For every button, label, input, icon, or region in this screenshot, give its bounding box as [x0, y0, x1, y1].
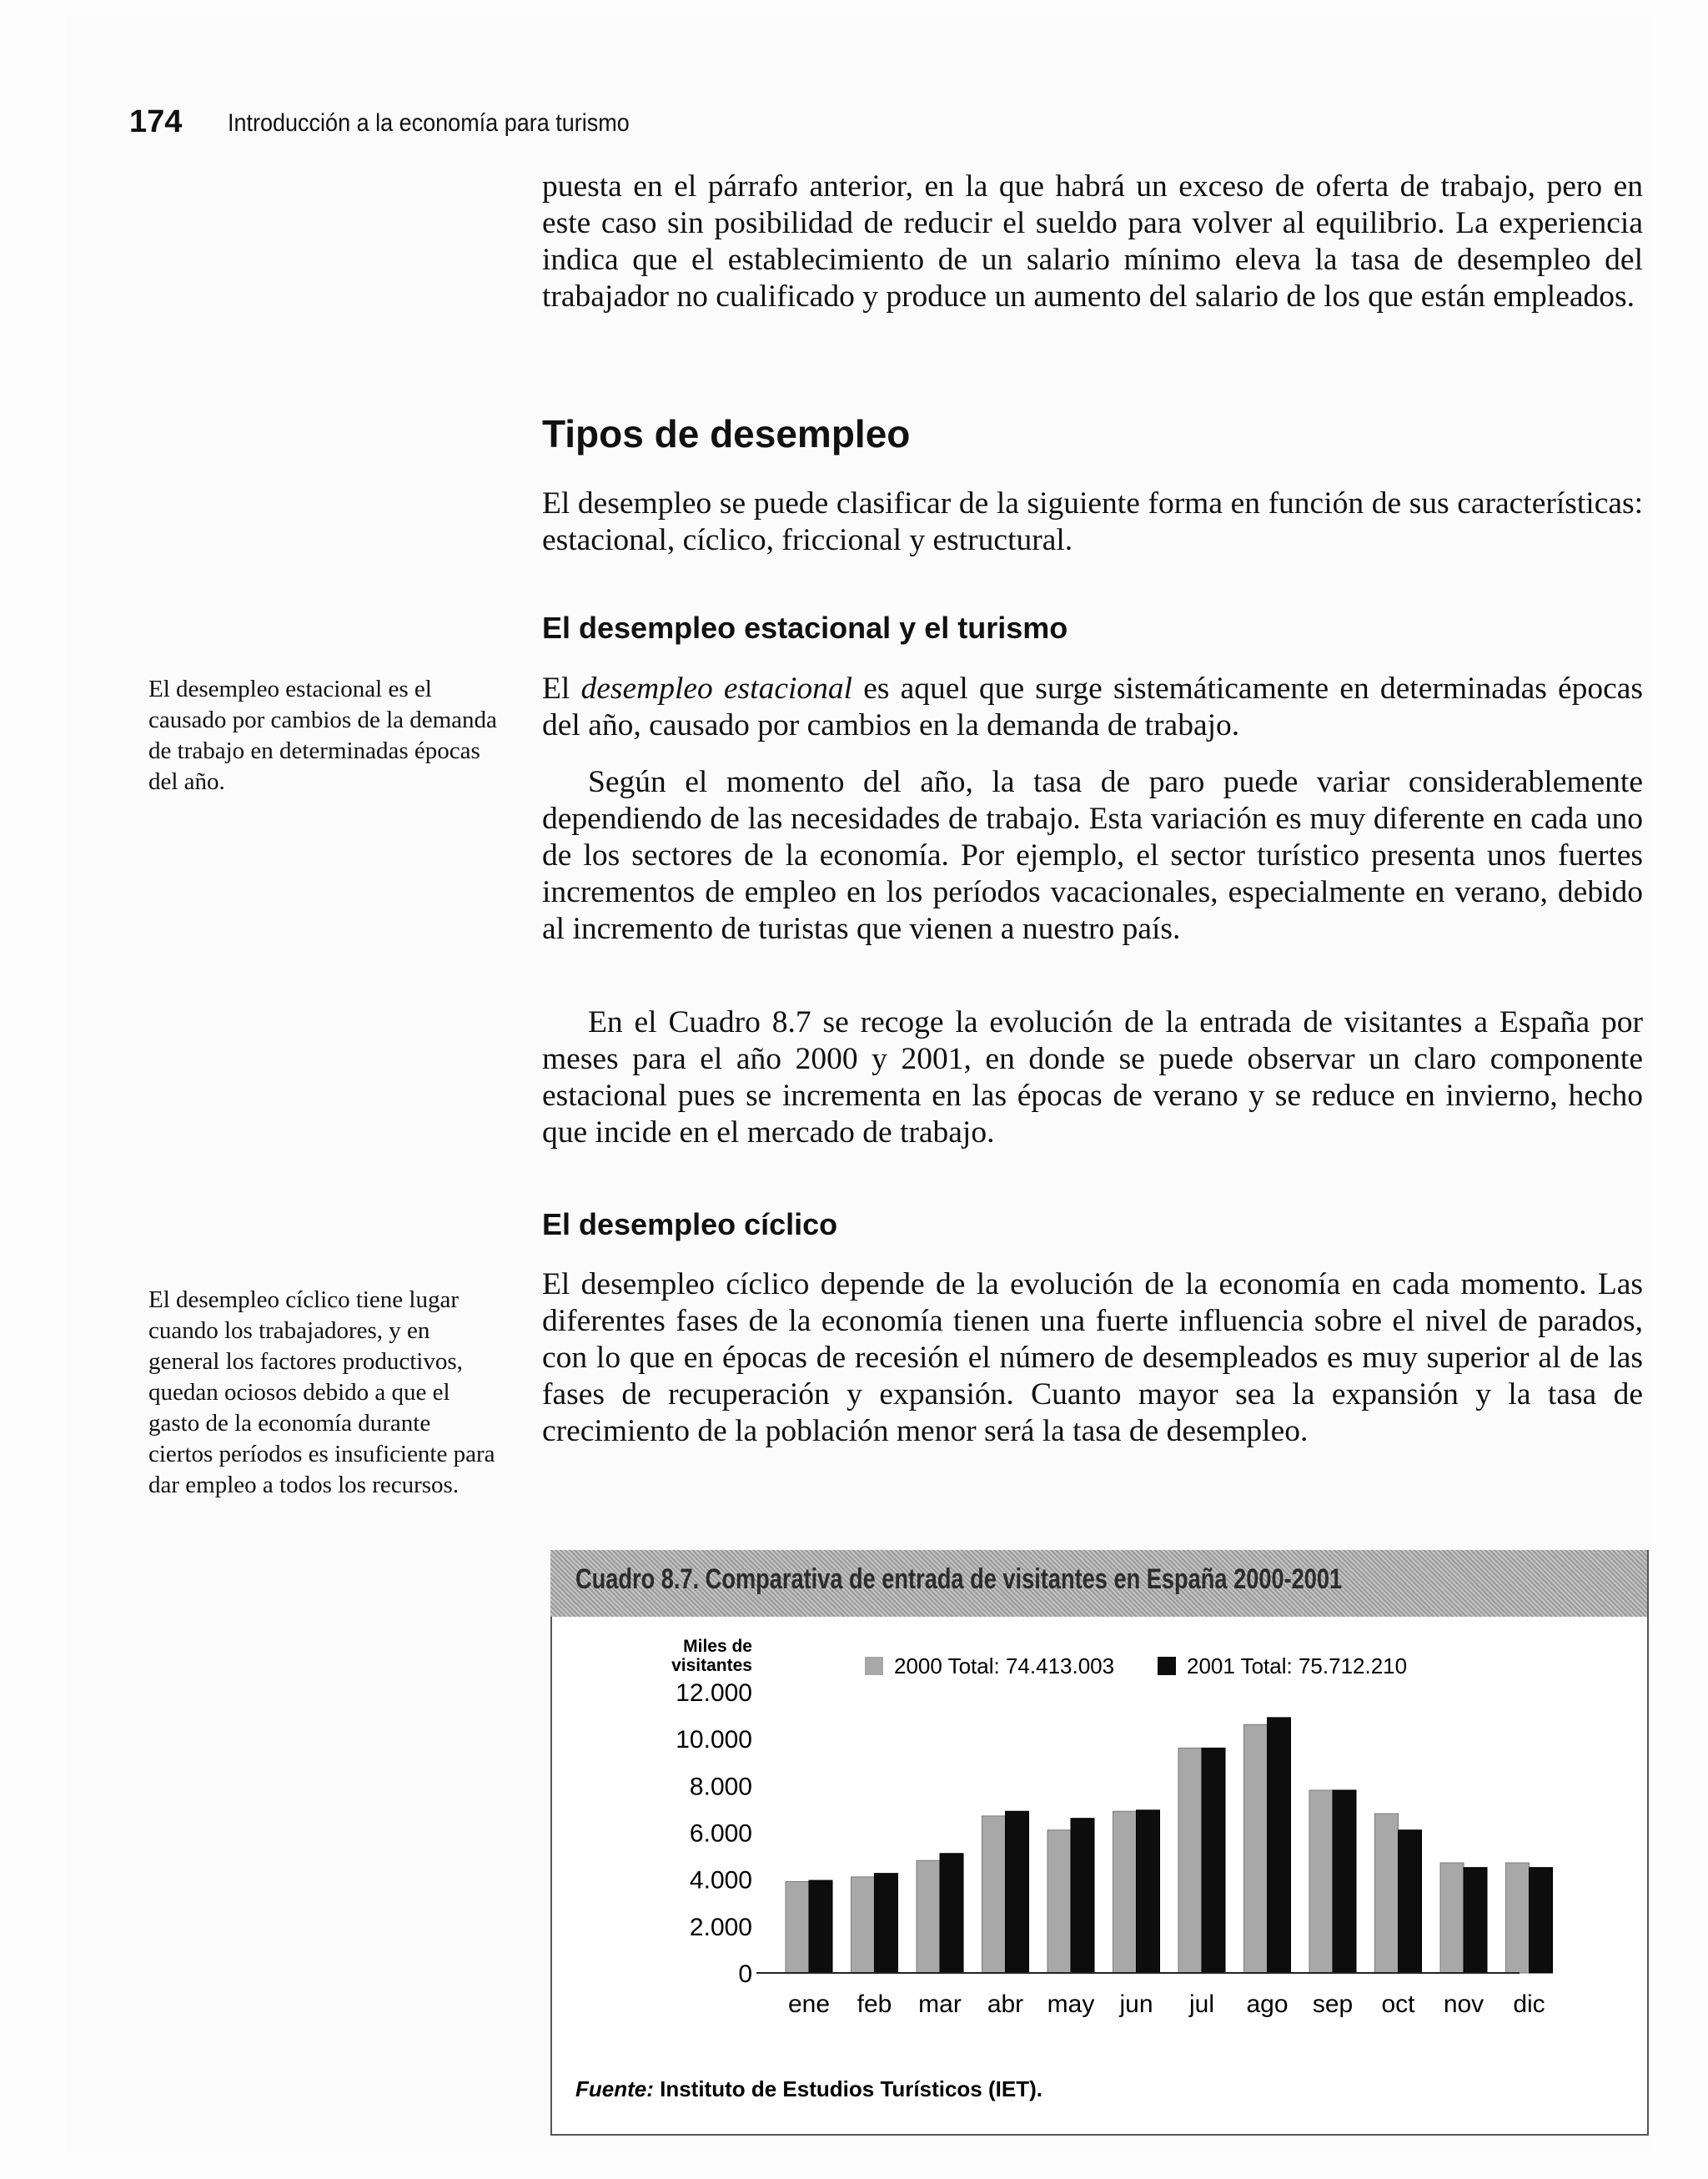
bar-2001-sep — [1333, 1790, 1356, 1973]
bar-2000-sep — [1309, 1790, 1333, 1973]
bar-2001-mar — [940, 1854, 963, 1973]
seasonal-paragraph-3: En el Cuadro 8.7 se recoge la evolución de la entrada de visitantes a España por meses para el año 2000 y 2001, en donde se puede observar un claro componente estacional pues se incrementa en las épocas de verano y se reduce en invierno, hecho que incide en el mercado de trabajo. — [542, 1005, 1643, 1150]
seasonal-paragraph-2: Según el momento del año, la tasa de paro puede variar considerablemente dependiendo de las necesidades de trabajo. Esta variación es muy diferente en cada uno de los sectores de la economía. Por ejemplo, el sector turístico presenta unos fuertes incrementos de empleo en los períodos vacacionales, especialmente en verano, debido al incremento de turistas que vienen a nuestro país. — [542, 765, 1643, 946]
x-tick-label: jul — [1188, 1990, 1215, 2018]
seasonal-p1-after: es aquel que surge sistemáticamente en determinadas épocas del año, causado por cambios en la demanda de trabajo. — [542, 672, 1643, 742]
y-tick-label: 8.000 — [689, 1773, 752, 1801]
x-tick-label: nov — [1443, 1990, 1484, 2018]
bar-2001-nov — [1464, 1868, 1487, 1973]
x-tick-label: oct — [1381, 1990, 1415, 2018]
bar-2000-jun — [1113, 1811, 1137, 1973]
bar-2000-abr — [982, 1816, 1006, 1973]
y-tick-label: 10.000 — [676, 1726, 752, 1754]
bar-2001-ago — [1268, 1718, 1291, 1973]
x-tick-label: abr — [987, 1990, 1024, 2018]
bar-2000-may — [1047, 1830, 1071, 1973]
bar-2001-oct — [1399, 1830, 1422, 1973]
bar-2001-dic — [1530, 1868, 1553, 1973]
chart-title: Cuadro 8.7. Comparativa de entrada de visitantes en España 2000-2001 — [575, 1563, 1343, 1595]
x-tick-label: feb — [857, 1990, 892, 2018]
x-tick-label: ago — [1246, 1990, 1289, 2018]
x-tick-label: ene — [787, 1990, 831, 2018]
bar-2000-ago — [1244, 1724, 1268, 1973]
bar-2000-jul — [1178, 1748, 1202, 1973]
seasonal-title: El desempleo estacional y el turismo — [542, 611, 1068, 645]
y-tick-label: 0 — [738, 1960, 752, 1988]
chart-header-band — [550, 1550, 1647, 1617]
intro-paragraph: puesta en el párrafo anterior, en la que habrá un exceso de oferta de trabajo, pero en este caso sin posibilidad de reducir el sueldo para volver al equilibrio. La experiencia indica que el establecimiento de un salario mínimo eleva la tasa de desempleo del trabajador no cualificado y produce un aumento del salario de los que están empleados. — [542, 169, 1643, 314]
chart-source-label: Fuente: — [575, 2076, 654, 2101]
bar-2001-may — [1071, 1819, 1094, 1973]
x-tick-label: may — [1047, 1990, 1095, 2018]
x-tick-label: sep — [1312, 1990, 1354, 2018]
seasonal-term: desempleo estacional — [580, 672, 853, 706]
chart-source-text: Instituto de Estudios Turísticos (IET). — [653, 2076, 1042, 2101]
bar-2000-ene — [786, 1881, 809, 1973]
y-axis-label-line2: visitantes — [671, 1656, 752, 1675]
cyclical-paragraph-1: El desempleo cíclico depende de la evolución de la economía en cada momento. Las diferentes fases de la economía tienen una fuerte influencia sobre el nivel de parados, con lo que en épocas de recesión el número de desempleados es muy superior al de las fases de recuperación y expansión. Cuanto mayor sea la expansión y la tasa de crecimiento de la población menor será la tasa de desempleo. — [542, 1267, 1643, 1448]
bar-2000-mar — [917, 1860, 940, 1973]
chart-legend — [865, 1653, 1407, 1678]
bar-2001-jun — [1137, 1810, 1160, 1973]
margin-note-cyclical: El desempleo cíclico tiene lugar cuando los trabajadores, y en general los factores productivos, quedan ociosos debido a que el gasto de la economía durante ciertos períodos es insuficiente para dar empleo a todos los recursos. — [148, 1286, 495, 1498]
bar-2000-oct — [1375, 1814, 1399, 1973]
bar-2000-nov — [1440, 1863, 1464, 1973]
margin-note-seasonal: El desempleo estacional es el causado por cambios de la demanda de trabajo en determinadas épocas del año. — [148, 676, 497, 795]
y-tick-label: 12.000 — [676, 1679, 752, 1707]
bar-2001-jul — [1202, 1748, 1225, 1973]
bar-2001-ene — [809, 1880, 832, 1973]
bar-2001-abr — [1006, 1811, 1029, 1973]
cyclical-title: El desempleo cíclico — [542, 1207, 838, 1241]
y-tick-label: 2.000 — [689, 1913, 752, 1941]
chart-frame — [550, 1550, 1649, 2136]
y-tick-label: 6.000 — [689, 1819, 752, 1848]
chart-source — [575, 2076, 1042, 2101]
y-tick-label: 4.000 — [689, 1866, 752, 1895]
legend-label-2001: 2001 Total: 75.712.210 — [1187, 1653, 1408, 1678]
bar-2000-dic — [1506, 1863, 1530, 1973]
legend-label-2000: 2000 Total: 74.413.003 — [894, 1653, 1115, 1678]
bar-2001-feb — [875, 1874, 898, 1973]
section-intro: El desempleo se puede clasificar de la siguiente forma en función de sus características: estacional, cíclico, friccional y estructural. — [542, 486, 1643, 557]
x-tick-label: mar — [918, 1990, 962, 2018]
seasonal-paragraph-1 — [542, 671, 1643, 744]
legend-swatch-2001 — [1158, 1657, 1176, 1675]
legend-swatch-2000 — [865, 1657, 883, 1675]
bar-2000-feb — [851, 1877, 875, 1973]
y-axis-label-line1: Miles de — [683, 1637, 752, 1656]
seasonal-p1-before: El — [542, 672, 581, 706]
page-number: 174 — [129, 104, 183, 139]
x-tick-label: jun — [1119, 1990, 1153, 2018]
bar-chart — [552, 1550, 1647, 2134]
x-tick-label: dic — [1513, 1990, 1545, 2018]
book-title: Introducción a la economía para turismo — [228, 109, 630, 137]
section-title: Tipos de desempleo — [542, 412, 911, 455]
